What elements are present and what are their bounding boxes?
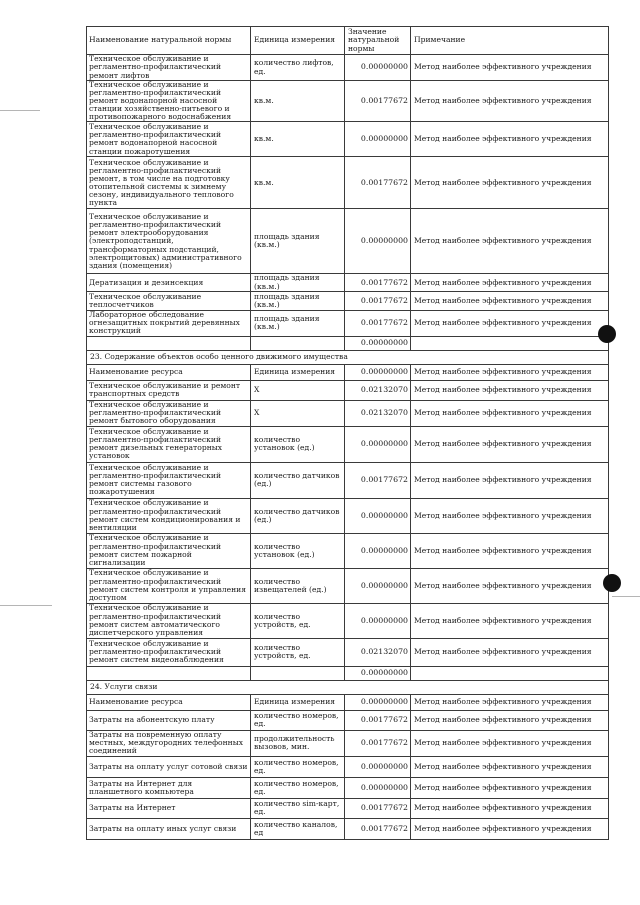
- norm-name: Техническое обслуживание и регламентно-профилактический ремонт водонапорной насосной станции пожаротушения: [87, 122, 251, 157]
- resource-header-row: [87, 694, 609, 710]
- norm-value: 0.00000000: [345, 55, 411, 81]
- norm-value: 0.00177672: [345, 710, 411, 730]
- norm-name: Техническое обслуживание и регламентно-профилактический ремонт водонапорной насосной станции хозяйственно-питьевого и противопожарного водоснабжения: [87, 81, 251, 122]
- table-row: [87, 568, 609, 603]
- norm-unit: количество sim-карт, ед.: [251, 798, 345, 818]
- norm-name: Наименование ресурса: [87, 364, 251, 380]
- norm-value: 0.00000000: [345, 426, 411, 462]
- norm-value: 0.00177672: [345, 157, 411, 209]
- norm-name: Техническое обслуживание и регламентно-профилактический ремонт дизельных генераторных установок: [87, 426, 251, 462]
- punch-hole-bottom: [603, 574, 621, 592]
- norm-unit: количество установок (ед.): [251, 533, 345, 568]
- norm-name: Затраты на повременную оплату местных, междугородних телефонных соединений: [87, 730, 251, 756]
- norm-note: Метод наиболее эффективного учреждения: [411, 730, 609, 756]
- section-row: [87, 680, 609, 694]
- norm-note: Метод наиболее эффективного учреждения: [411, 400, 609, 426]
- total-blank: [87, 336, 251, 350]
- norm-unit: площадь здания (кв.м.): [251, 291, 345, 310]
- norm-name: Наименование ресурса: [87, 694, 251, 710]
- table-row: [87, 209, 609, 274]
- norm-unit: площадь здания (кв.м.): [251, 209, 345, 274]
- norm-value: 0.02132070: [345, 400, 411, 426]
- table-row: [87, 274, 609, 291]
- norm-note: Метод наиболее эффективного учреждения: [411, 291, 609, 310]
- table-row: [87, 462, 609, 498]
- norm-note: Метод наиболее эффективного учреждения: [411, 310, 609, 336]
- table-row: [87, 380, 609, 400]
- norm-unit: количество каналов, ед: [251, 818, 345, 839]
- norm-unit: количество извещателей (ед.): [251, 568, 345, 603]
- norm-unit: кв.м.: [251, 81, 345, 122]
- norm-value: 0.02132070: [345, 380, 411, 400]
- norm-unit: кв.м.: [251, 157, 345, 209]
- norm-unit: количество датчиков (ед.): [251, 462, 345, 498]
- table-row: [87, 291, 609, 310]
- norm-value: 0.00000000: [345, 603, 411, 638]
- norm-value: 0.00000000: [345, 364, 411, 380]
- norm-value: 0.00177672: [345, 462, 411, 498]
- section-row: [87, 350, 609, 364]
- norm-note: Метод наиболее эффективного учреждения: [411, 462, 609, 498]
- norm-note: Метод наиболее эффективного учреждения: [411, 426, 609, 462]
- norm-unit: количество номеров, ед.: [251, 710, 345, 730]
- norm-unit: количество номеров, ед.: [251, 777, 345, 798]
- norm-note: Метод наиболее эффективного учреждения: [411, 568, 609, 603]
- norm-note: Метод наиболее эффективного учреждения: [411, 209, 609, 274]
- section-title: 23. Содержание объектов особо ценного движимого имущества: [87, 350, 609, 364]
- norm-name: Затраты на оплату услуг сотовой связи: [87, 756, 251, 777]
- norm-value: 0.00000000: [345, 568, 411, 603]
- norm-value: 0.00177672: [345, 310, 411, 336]
- section-title: 24. Услуги связи: [87, 680, 609, 694]
- table-row: [87, 533, 609, 568]
- norm-name: Техническое обслуживание и регламентно-профилактический ремонт систем видеонаблюдения: [87, 638, 251, 666]
- total-row: [87, 666, 609, 680]
- total-blank: [87, 666, 251, 680]
- total-blank: [251, 666, 345, 680]
- norm-unit: Единица измерения: [251, 364, 345, 380]
- total-value: 0.00000000: [345, 666, 411, 680]
- norm-name: Техническое обслуживание и регламентно-профилактический ремонт электрооборудования (электроподстанций, трансформаторных подстанций, электрощитовых) административного здания (помещения): [87, 209, 251, 274]
- total-blank: [411, 666, 609, 680]
- total-blank: [411, 336, 609, 350]
- norm-unit: Х: [251, 400, 345, 426]
- table-row: [87, 81, 609, 122]
- norm-unit: количество лифтов, ед.: [251, 55, 345, 81]
- table-body: [87, 55, 609, 840]
- norm-value: 0.00177672: [345, 730, 411, 756]
- norm-name: Техническое обслуживание и регламентно-профилактический ремонт лифтов: [87, 55, 251, 81]
- punch-hole-top: [598, 325, 616, 343]
- table-row: [87, 400, 609, 426]
- norm-note: Метод наиболее эффективного учреждения: [411, 55, 609, 81]
- norm-name: Затраты на Интернет: [87, 798, 251, 818]
- norm-value: 0.00177672: [345, 818, 411, 839]
- norm-name: Лабораторное обследование огнезащитных покрытий деревянных конструкций: [87, 310, 251, 336]
- table-row: [87, 603, 609, 638]
- norm-name: Затраты на абонентскую плату: [87, 710, 251, 730]
- col-header-note: Примечание: [411, 27, 609, 55]
- table-row: [87, 710, 609, 730]
- norm-note: Метод наиболее эффективного учреждения: [411, 777, 609, 798]
- table-row: [87, 756, 609, 777]
- norm-note: Метод наиболее эффективного учреждения: [411, 81, 609, 122]
- norm-value: 0.00000000: [345, 756, 411, 777]
- norm-name: Техническое обслуживание и регламентно-профилактический ремонт систем кондиционирования и вентиляции: [87, 498, 251, 533]
- norm-unit: количество номеров, ед.: [251, 756, 345, 777]
- norm-name: Техническое обслуживание и регламентно-профилактический ремонт систем пожарной сигнализации: [87, 533, 251, 568]
- table-row: [87, 798, 609, 818]
- norm-name: Затраты на оплату иных услуг связи: [87, 818, 251, 839]
- table-row: [87, 818, 609, 839]
- col-header-unit: Единица измерения: [251, 27, 345, 55]
- table-row: [87, 777, 609, 798]
- total-value: 0.00000000: [345, 336, 411, 350]
- norm-unit: количество датчиков (ед.): [251, 498, 345, 533]
- table-row: [87, 730, 609, 756]
- norm-note: Метод наиболее эффективного учреждения: [411, 710, 609, 730]
- document-sheet: [86, 26, 608, 840]
- norm-note: Метод наиболее эффективного учреждения: [411, 122, 609, 157]
- scan-mark: [0, 605, 52, 606]
- table-row: [87, 426, 609, 462]
- norm-name: Техническое обслуживание и ремонт транспортных средств: [87, 380, 251, 400]
- norm-value: 0.00000000: [345, 498, 411, 533]
- norm-unit: Х: [251, 380, 345, 400]
- norm-name: Техническое обслуживание и регламентно-профилактический ремонт, в том числе на подготовку отопительной системы к зимнему сезону, индивидуального теплового пункта: [87, 157, 251, 209]
- norm-note: Метод наиболее эффективного учреждения: [411, 756, 609, 777]
- norm-value: 0.00000000: [345, 777, 411, 798]
- norm-unit: количество установок (ед.): [251, 426, 345, 462]
- norm-note: Метод наиболее эффективного учреждения: [411, 603, 609, 638]
- norm-unit: площадь здания (кв.м.): [251, 310, 345, 336]
- col-header-value: Значение натуральной нормы: [345, 27, 411, 55]
- norm-name: Техническое обслуживание и регламентно-профилактический ремонт бытового оборудования: [87, 400, 251, 426]
- norm-value: 0.00177672: [345, 274, 411, 291]
- norm-unit: кв.м.: [251, 122, 345, 157]
- table-row: [87, 122, 609, 157]
- norm-value: 0.00177672: [345, 798, 411, 818]
- norm-note: Метод наиболее эффективного учреждения: [411, 798, 609, 818]
- norm-name: Техническое обслуживание и регламентно-профилактический ремонт системы газового пожаротушения: [87, 462, 251, 498]
- norm-unit: количество устройств, ед.: [251, 638, 345, 666]
- table-row: [87, 157, 609, 209]
- norm-note: Метод наиболее эффективного учреждения: [411, 694, 609, 710]
- norm-note: Метод наиболее эффективного учреждения: [411, 533, 609, 568]
- norm-name: Дератизация и дезинсекция: [87, 274, 251, 291]
- total-blank: [251, 336, 345, 350]
- norm-note: Метод наиболее эффективного учреждения: [411, 498, 609, 533]
- norm-note: Метод наиболее эффективного учреждения: [411, 274, 609, 291]
- norm-unit: Единица измерения: [251, 694, 345, 710]
- norm-note: Метод наиболее эффективного учреждения: [411, 638, 609, 666]
- scan-mark: [612, 596, 640, 597]
- col-header-name: Наименование натуральной нормы: [87, 27, 251, 55]
- norm-value: 0.00000000: [345, 694, 411, 710]
- norm-unit: количество устройств, ед.: [251, 603, 345, 638]
- norm-note: Метод наиболее эффективного учреждения: [411, 157, 609, 209]
- total-row: [87, 336, 609, 350]
- norm-value: 0.02132070: [345, 638, 411, 666]
- norm-value: 0.00000000: [345, 122, 411, 157]
- table-row: [87, 638, 609, 666]
- norm-name: Техническое обслуживание теплосчетчиков: [87, 291, 251, 310]
- table-row: [87, 310, 609, 336]
- norm-value: 0.00000000: [345, 533, 411, 568]
- norms-table: [86, 26, 609, 840]
- table-row: [87, 55, 609, 81]
- table-row: [87, 498, 609, 533]
- norm-unit: продолжительность вызовов, мин.: [251, 730, 345, 756]
- norm-value: 0.00177672: [345, 291, 411, 310]
- scan-mark: [0, 110, 40, 111]
- norm-name: Техническое обслуживание и регламентно-профилактический ремонт систем автоматического диспетчерского управления: [87, 603, 251, 638]
- norm-name: Техническое обслуживание и регламентно-профилактический ремонт систем контроля и управления доступом: [87, 568, 251, 603]
- norm-unit: площадь здания (кв.м.): [251, 274, 345, 291]
- norm-note: Метод наиболее эффективного учреждения: [411, 364, 609, 380]
- norm-note: Метод наиболее эффективного учреждения: [411, 818, 609, 839]
- resource-header-row: [87, 364, 609, 380]
- norm-value: 0.00177672: [345, 81, 411, 122]
- table-header-row: [87, 27, 609, 55]
- norm-note: Метод наиболее эффективного учреждения: [411, 380, 609, 400]
- norm-value: 0.00000000: [345, 209, 411, 274]
- norm-name: Затраты на Интернет для планшетного компьютера: [87, 777, 251, 798]
